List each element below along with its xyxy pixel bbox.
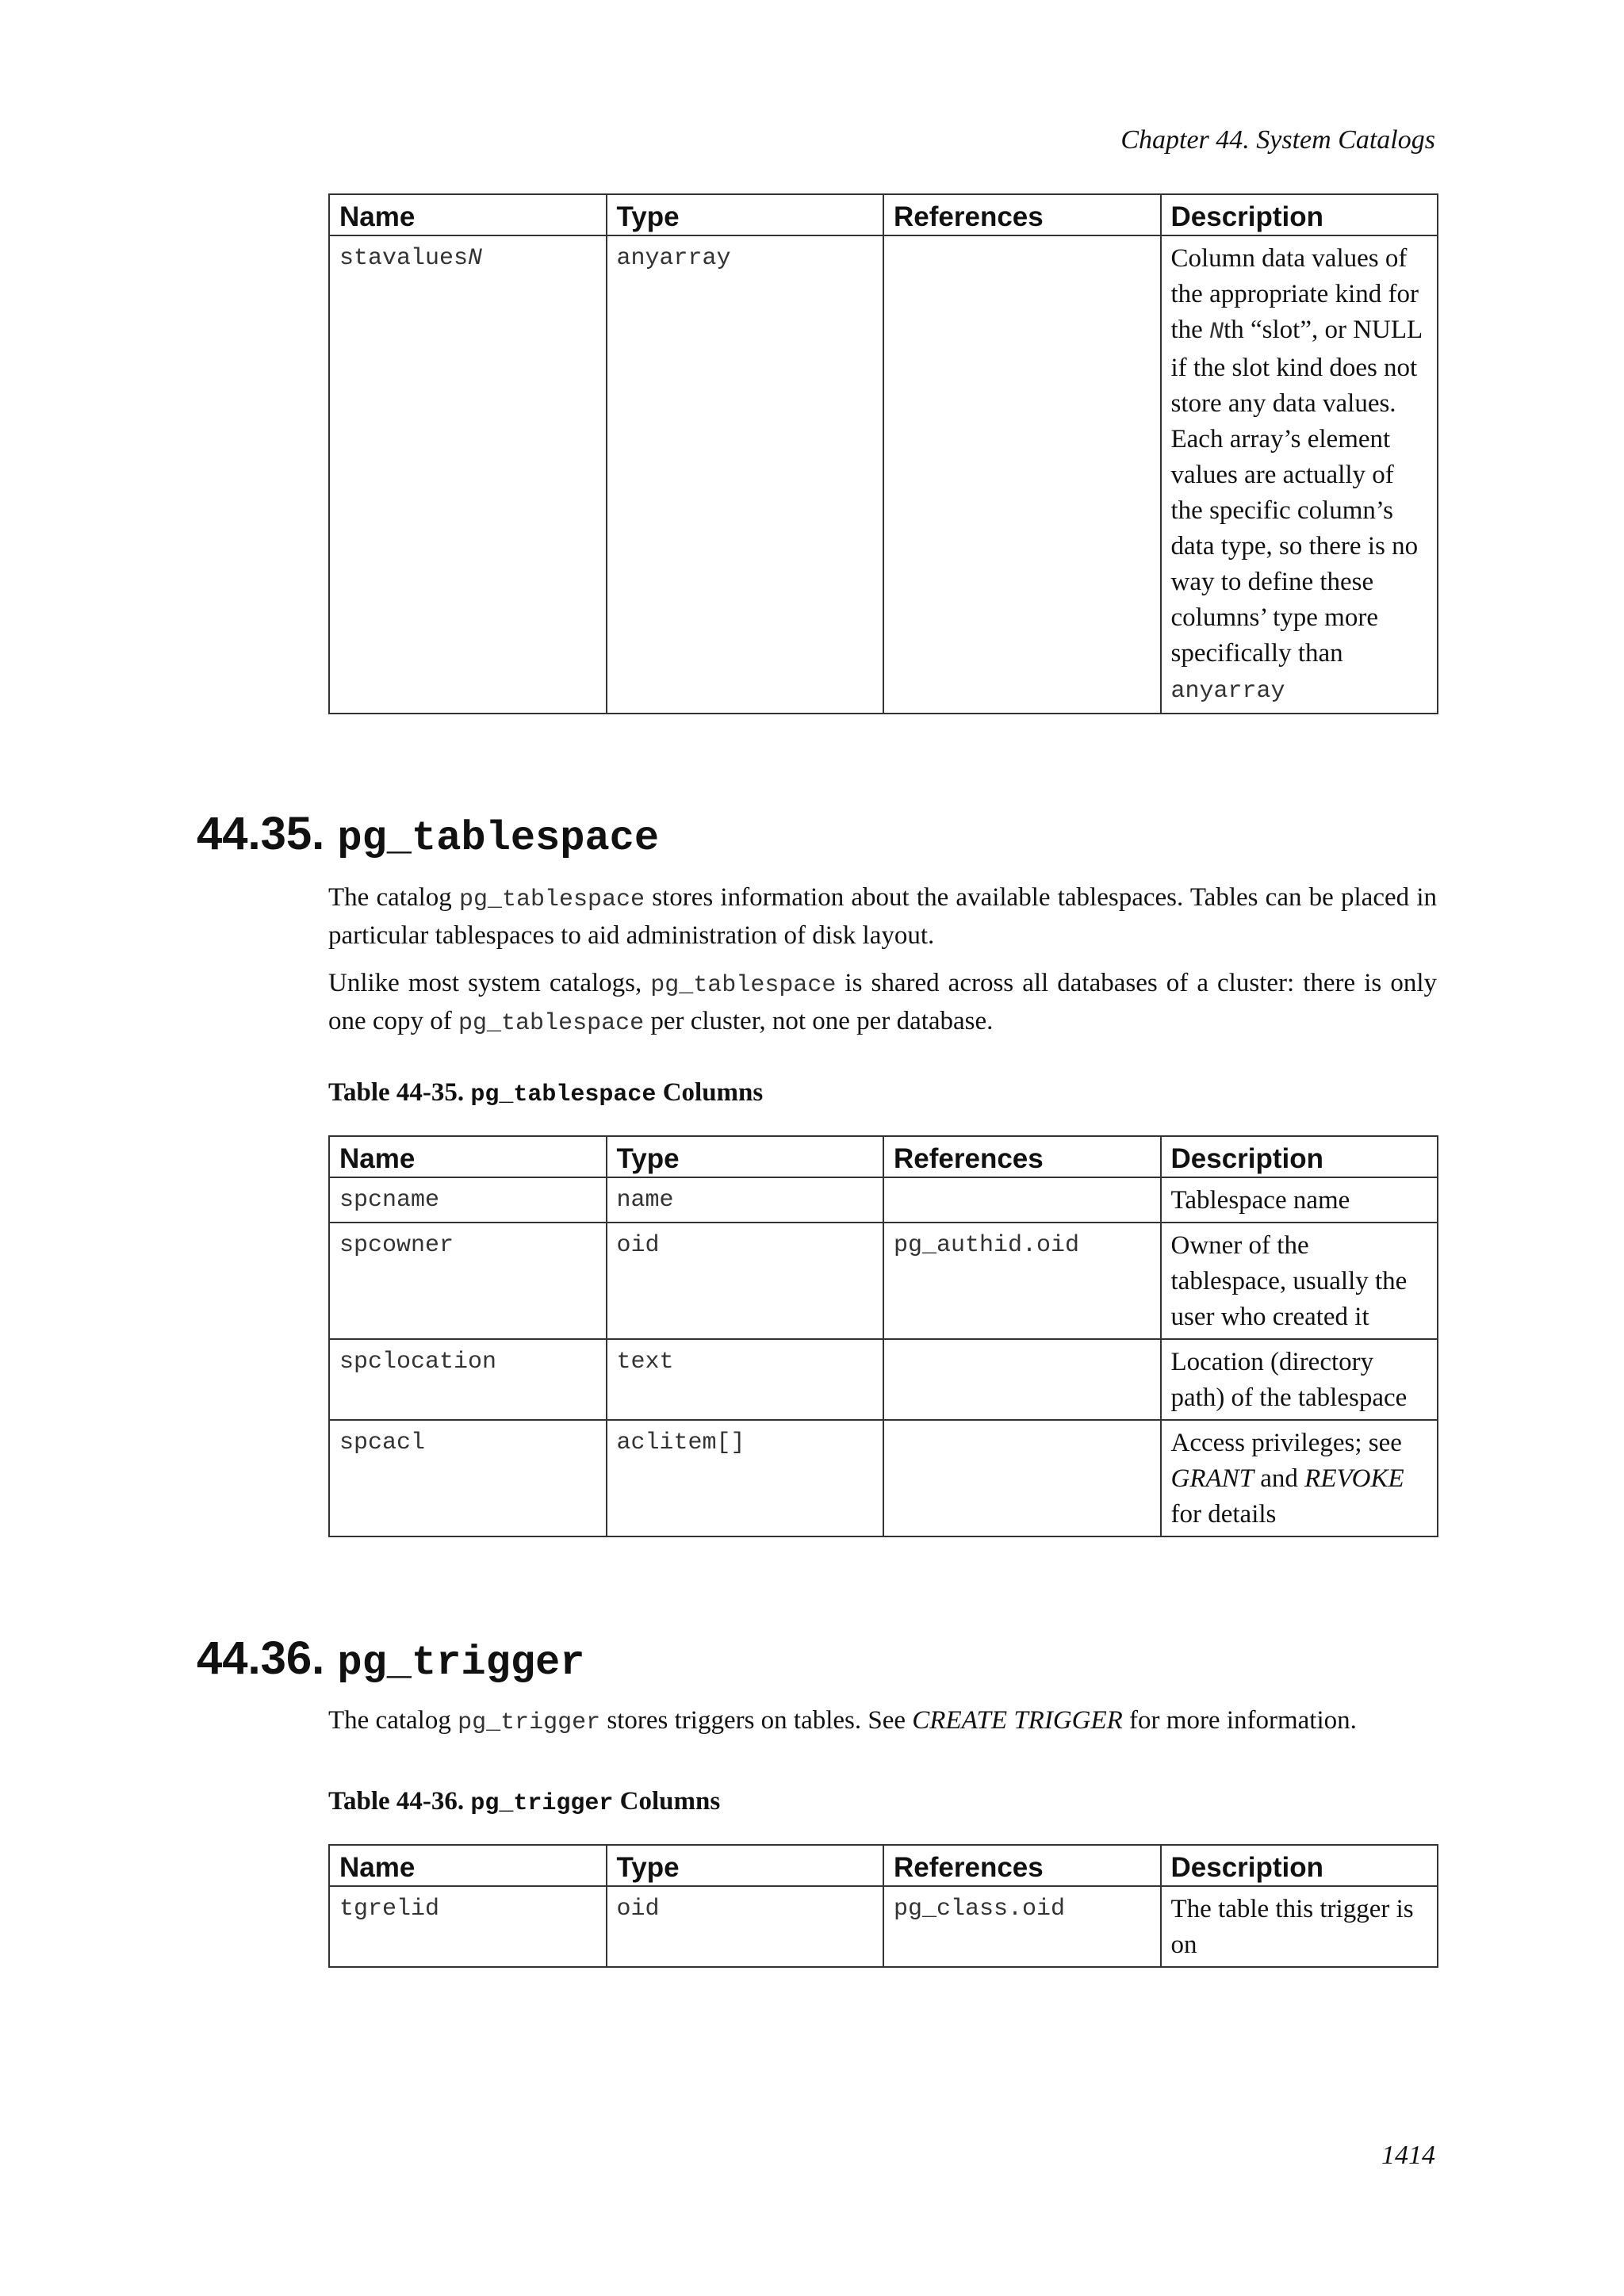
column-header-name: Name [329, 1845, 607, 1886]
cell-name: spclocation [329, 1339, 607, 1420]
page-number: 1414 [1381, 2141, 1435, 2170]
para-text: for more information. [1122, 1706, 1357, 1735]
name-variable: N [468, 245, 483, 272]
link-grant[interactable]: GRANT [1170, 1464, 1254, 1493]
table-row [329, 1223, 1438, 1339]
cell-type: anyarray [607, 235, 884, 714]
cell-name [329, 235, 607, 714]
cell-name: spcowner [329, 1223, 607, 1339]
cell-references [883, 235, 1161, 714]
desc-text: and [1254, 1464, 1305, 1493]
desc-code: anyarray [1170, 678, 1285, 705]
para-text: is shared across all databases of a cluster: there is only one copy of [328, 969, 1437, 1035]
column-header-type: Type [607, 1136, 884, 1177]
cell-description: Location (directory path) of the tablespace [1161, 1339, 1438, 1420]
column-header-type: Type [607, 194, 884, 235]
running-header: Chapter 44. System Catalogs [1120, 125, 1435, 155]
table-row [329, 1177, 1438, 1223]
code-pg-tablespace: pg_tablespace [650, 972, 837, 999]
para-text: The catalog [328, 1706, 458, 1735]
cell-type: oid [607, 1223, 884, 1339]
caption-text: Columns [656, 1078, 764, 1107]
code-pg-tablespace: pg_tablespace [458, 1010, 645, 1037]
column-header-description: Description [1161, 1845, 1438, 1886]
paragraph-tablespace-intro [328, 880, 1437, 954]
section-name: pg_trigger [337, 1640, 585, 1686]
cell-references [883, 1177, 1161, 1223]
section-heading-pg-trigger [197, 1632, 584, 1686]
cell-type: text [607, 1339, 884, 1420]
table-caption-44-36 [328, 1787, 720, 1817]
para-text: Unlike most system catalogs, [328, 969, 651, 997]
table-header-row [329, 1136, 1438, 1177]
cell-description: Owner of the tablespace, usually the user who created it [1161, 1223, 1438, 1339]
desc-variable: N [1209, 319, 1224, 346]
table-row [329, 1886, 1438, 1967]
table-caption-44-35 [328, 1078, 763, 1108]
section-number: 44.36. [197, 1632, 325, 1684]
table-row [329, 1339, 1438, 1420]
cell-name: tgrelid [329, 1886, 607, 1967]
para-text: stores information about the available tablespaces. Tables can be placed in particular tablespaces to aid administration of disk layout. [328, 883, 1437, 950]
code-pg-tablespace: pg_tablespace [458, 886, 645, 913]
desc-text: Access privileges; see [1170, 1429, 1402, 1457]
caption-code: pg_trigger [470, 1790, 614, 1817]
para-text: per cluster, not one per database. [644, 1007, 994, 1035]
cell-type: oid [607, 1886, 884, 1967]
section-heading-pg-tablespace [197, 807, 659, 862]
cell-description: Tablespace name [1161, 1177, 1438, 1223]
caption-text: Table 44-36. [328, 1787, 471, 1816]
section-number: 44.35. [197, 808, 325, 859]
desc-text: for details [1170, 1500, 1277, 1529]
cell-type: name [607, 1177, 884, 1223]
caption-text: Columns [613, 1787, 721, 1816]
column-header-type: Type [607, 1845, 884, 1886]
pg-statistic-columns-table-continued [328, 193, 1438, 714]
pg-trigger-columns-table [328, 1844, 1438, 1968]
column-header-description: Description [1161, 194, 1438, 235]
para-text: The catalog [328, 883, 459, 912]
link-revoke[interactable]: REVOKE [1304, 1464, 1404, 1493]
cell-description [1161, 1420, 1438, 1536]
cell-references: pg_class.oid [883, 1886, 1161, 1967]
cell-type: aclitem[] [607, 1420, 884, 1536]
section-name: pg_tablespace [337, 815, 660, 862]
cell-references [883, 1339, 1161, 1420]
cell-references [883, 1420, 1161, 1536]
paragraph-trigger-intro [328, 1703, 1437, 1741]
pg-tablespace-columns-table [328, 1135, 1438, 1537]
name-text: stavalues [339, 245, 469, 272]
cell-name: spcacl [329, 1420, 607, 1536]
table-header-row [329, 1845, 1438, 1886]
caption-code: pg_tablespace [470, 1081, 657, 1108]
cell-description [1161, 235, 1438, 714]
column-header-name: Name [329, 1136, 607, 1177]
column-header-name: Name [329, 194, 607, 235]
table-header-row [329, 194, 1438, 235]
paragraph-tablespace-shared [328, 966, 1437, 1042]
column-header-references: References [883, 194, 1161, 235]
column-header-references: References [883, 1136, 1161, 1177]
code-pg-trigger: pg_trigger [458, 1709, 601, 1736]
cell-description: The table this trigger is on [1161, 1886, 1438, 1967]
caption-text: Table 44-35. [328, 1078, 471, 1107]
column-header-references: References [883, 1845, 1161, 1886]
table-row [329, 235, 1438, 714]
desc-text: th “slot”, or NULL if the slot kind does not store any data values. Each array’s element values are actually of the specific column’s data type, so there is no way to define these columns’ type more specifically than [1170, 316, 1422, 668]
table-row [329, 1420, 1438, 1536]
link-create-trigger[interactable]: CREATE TRIGGER [912, 1706, 1123, 1735]
cell-references: pg_authid.oid [883, 1223, 1161, 1339]
desc-text: Column data values of the appropriate kind for the [1170, 244, 1419, 344]
cell-name: spcname [329, 1177, 607, 1223]
para-text: stores triggers on tables. See [600, 1706, 913, 1735]
column-header-description: Description [1161, 1136, 1438, 1177]
